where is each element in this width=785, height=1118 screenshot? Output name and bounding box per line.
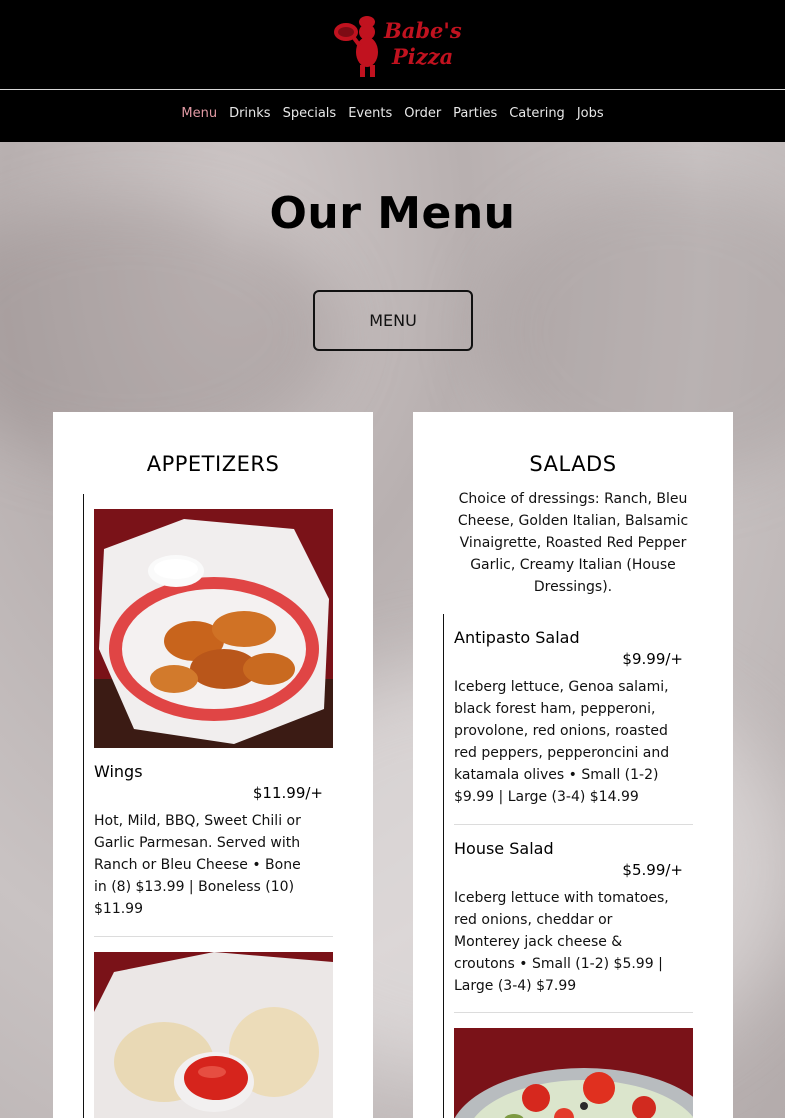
page-title: Our Menu [269,188,516,239]
item-separator [94,936,333,937]
section-divider-line [443,614,444,1118]
nav-item-catering[interactable]: Catering [509,106,565,121]
nav-item-menu[interactable]: Menu [181,106,218,121]
menu-item-description: Iceberg lettuce with tomatoes, red onions, cheddar or Monterey jack cheese & croutons • Small (1-2) $5.99 | Large (3-4) $7.99 [454,890,669,994]
item-separator [454,1012,693,1013]
salad-photo [454,1028,693,1118]
menu-item-price: $5.99/+ [622,861,683,879]
brand-name-line1: Babe's [384,18,462,43]
wings-photo [94,509,333,748]
item-separator [454,824,693,825]
nav-item-parties[interactable]: Parties [453,106,498,121]
salads-card [413,412,733,1118]
nav-item-specials[interactable]: Specials [282,106,337,121]
nav-item-events[interactable]: Events [348,106,393,121]
brand-logo[interactable] [334,10,462,80]
section-description-salads: Choice of dressings: Ranch, Bleu Cheese, Golden Italian, Balsamic Vinaigrette, Roasted Red Pepper Garlic, Creamy Italian (House Dressings). [457,491,689,595]
menu-item-price: $11.99/+ [252,784,323,802]
site-header [0,0,785,90]
section-divider-line [83,494,84,1118]
main-nav [0,91,785,142]
menu-item-description: Hot, Mild, BBQ, Sweet Chili or Garlic Parmesan. Served with Ranch or Bleu Cheese • Bone in (8) $13.99 | Boneless (10) $11.99 [94,813,301,917]
menu-item-name: Antipasto Salad [454,628,580,647]
brand-name-line2: Pizza [392,44,454,69]
menu-item-name: Wings [94,762,143,781]
menu-item-name: House Salad [454,839,554,858]
menu-item-description: Iceberg lettuce, Genoa salami, black forest ham, pepperoni, provolone, red onions, roasted red peppers, pepperoncini and katamala olives • Small (1-2) $9.99 | Large (3-4) $14.99 [454,679,670,805]
menu-button[interactable]: MENU [313,290,473,351]
menu-item-price: $9.99/+ [622,650,683,668]
nav-item-drinks[interactable]: Drinks [229,106,271,121]
garlic-bread-photo [94,952,333,1118]
appetizers-card [53,412,373,1118]
section-title-appetizers: APPETIZERS [146,452,280,476]
section-title-salads: SALADS [529,452,617,476]
nav-item-jobs[interactable]: Jobs [576,106,604,121]
nav-item-order[interactable]: Order [404,106,442,121]
